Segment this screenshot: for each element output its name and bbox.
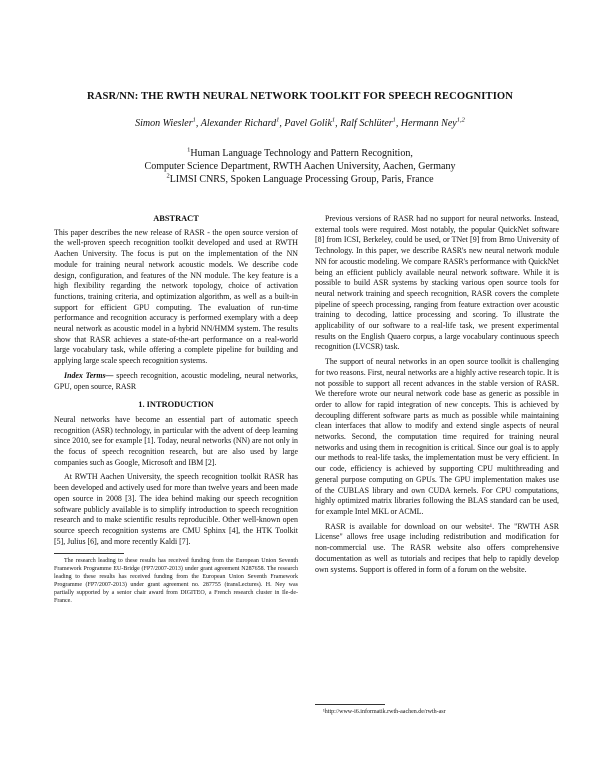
author-sup: 1 — [392, 116, 396, 124]
author: Simon Wiesler — [135, 118, 193, 129]
author-sup: 1 — [331, 116, 336, 124]
affiliation-sup: 1 — [187, 146, 191, 154]
affiliations — [40, 147, 560, 186]
affiliation-line: $^2$LIMSI CNRS, Spoken Language Processing Group, Paris, France — [166, 172, 434, 185]
website-footnote[interactable]: ¹http://www-i6.informatik.rwth-aachen.de/rwth-asr — [323, 709, 446, 715]
left-column — [54, 214, 298, 609]
author: Pavel Golik — [284, 118, 332, 129]
author: Ralf Schlüter — [340, 118, 393, 129]
author-sup: 1 — [192, 116, 196, 124]
introduction-heading: 1. INTRODUCTION — [138, 400, 214, 410]
abstract-heading: ABSTRACT — [153, 214, 199, 223]
body-paragraph: Previous versions of RASR had no support for neural networks. Instead, external tools were required. Most notably, the popular QuickNet software [8] from ICSI, Berkeley, could be used, or TNet [9] from Brno University of Technology. In this paper, we describe RASR's new neural network module NN for acoustic modeling. We compare RASR's performance with QuickNet being an efficient publicly available neural network software. While it is possible to build ASR systems by stacking various open source tools for neural network training and speech recognition, RASR covers the complete pipeline of speech processing, ranging from feature extraction over acoustic training to decoding, lattice processing and scoring. To illustrate the applicability of our software to a real-life task, we present experimental results on the English Quaero corpus, a large vocabulary continuous speech recognition (LVCSR) task. — [315, 214, 559, 352]
affiliation-line: Computer Science Department, RWTH Aachen University, Aachen, Germany — [144, 161, 456, 172]
affiliation-line: $^1$Human Language Technology and Pattern Recognition, — [187, 146, 413, 159]
author: Alexander Richard — [200, 118, 277, 129]
author: Hermann Ney — [400, 118, 457, 129]
intro-paragraph: At RWTH Aachen University, the speech recognition toolkit RASR has been developed and actively used for more than twelve years and been made open source in 2008 [3]. The idea behind making our speech recognition software publicly available is to simplify introduction to speech recognition research and to make scientific results reproducible. Other well-known open source speech recognition systems are CMU Sphinx [4], the HTK Toolkit [5], Julius [6], and more recently Kaldi [7]. — [54, 472, 298, 546]
body-paragraph: RASR is available for download on our website¹. The "RWTH ASR License" allows free usage including redistribution and modification for non-commercial use. The RASR website also offers comprehensive documentation as well as tutorials and recipes that help to rapidly develop own systems. Support is offered in form of a forum on the website. — [315, 521, 559, 574]
footnote-rule — [54, 553, 124, 554]
index-terms — [54, 371, 298, 392]
funding-footnote: The research leading to these results has received funding from the European Union Seventh Framework Programme EU-Bridge (FP7/2007-2013) under grant agreement N287658. The research leading to these results has received funding from the European Union Seventh Framework Programme (FP7/2007-2013) under grant agreement no. 287755 (transLectures). H. Ney was partially supported by a senior chair award from DIGITEO, a French research cluster in Ile-de-France. — [54, 558, 298, 605]
right-column — [315, 214, 559, 579]
affiliation-sup: 2 — [166, 172, 170, 180]
index-terms-text: speech recognition, acoustic modeling, neural networks, GPU, open source, RASR — [54, 370, 298, 391]
body-paragraph: The support of neural networks in an open source toolkit is challenging for two reasons. First, neural networks are a highly active research topic. It is not possible to support all recent advances in the stable version of RASR. We therefore wrote our neural network code base as generic as possible in order to allow for rapid integration of new concepts. This is achieved by decoupling different software parts as much as possible while maintaining clean interfaces that allow to modify and extend single aspects of neural networks. Second, the computation time required for training neural networks and using them in recognition is critical. Since our goal is to apply our methods to real-life tasks, the implementation must be very efficient. In our code, efficiency is achieved by supporting CPU multithreading and general purpose computing on GPUs. The GPU implementation makes use of the CUBLAS library and own CUDA kernels. For CPU computations, highly optimized matrix libraries following the BLAS standard can be used, for example Intel MKL or ACML. — [315, 357, 559, 516]
author-list: Simon Wiesler$^1$, Alexander Richard$^1$, Pavel Golik$^1$, Ralf Schlüter$^1$, Hermann Ney$^{1,2}$ — [135, 116, 465, 129]
author-sup: 1,2 — [456, 116, 465, 124]
footnote-rule — [315, 704, 385, 705]
index-terms-label: Index Terms— — [64, 370, 114, 380]
abstract-text: This paper describes the new release of RASR - the open source version of the well-proven speech recognition toolkit developed and used at RWTH Aachen University. The focus is put on the implementation of the NN module for training neural network acoustic models. We describe code design, configuration, and features of the NN module. The key feature is a high flexibility regarding the network topology, choice of activation functions, training criteria, and optimization algorithm, as well as a built-in support for efficient GPU computing. The evaluation of run-time performance and recognition accuracy is performed exemplary with a deep neural network as acoustic model in a hybrid NN/HMM system. The results show that RASR achieves a state-of-the-art performance on a real-world large vocabulary task, while offering a complete pipeline for building and applying large scale speech recognition systems. — [54, 227, 298, 366]
intro-paragraph: Neural networks have become an essential part of automatic speech recognition (ASR) technology, in particular with the advent of deep learning since 2010, see for example [1]. Today, neural networks (NN) are not only in the focus of speech recognition research, but are also used by large companies such as Google, Microsoft and IBM [2]. — [54, 414, 298, 467]
author-sup: 1 — [276, 116, 280, 124]
right-footnote-block — [315, 704, 559, 716]
paper-title: RASR/NN: THE RWTH NEURAL NETWORK TOOLKIT FOR SPEECH RECOGNITION — [86, 91, 514, 102]
